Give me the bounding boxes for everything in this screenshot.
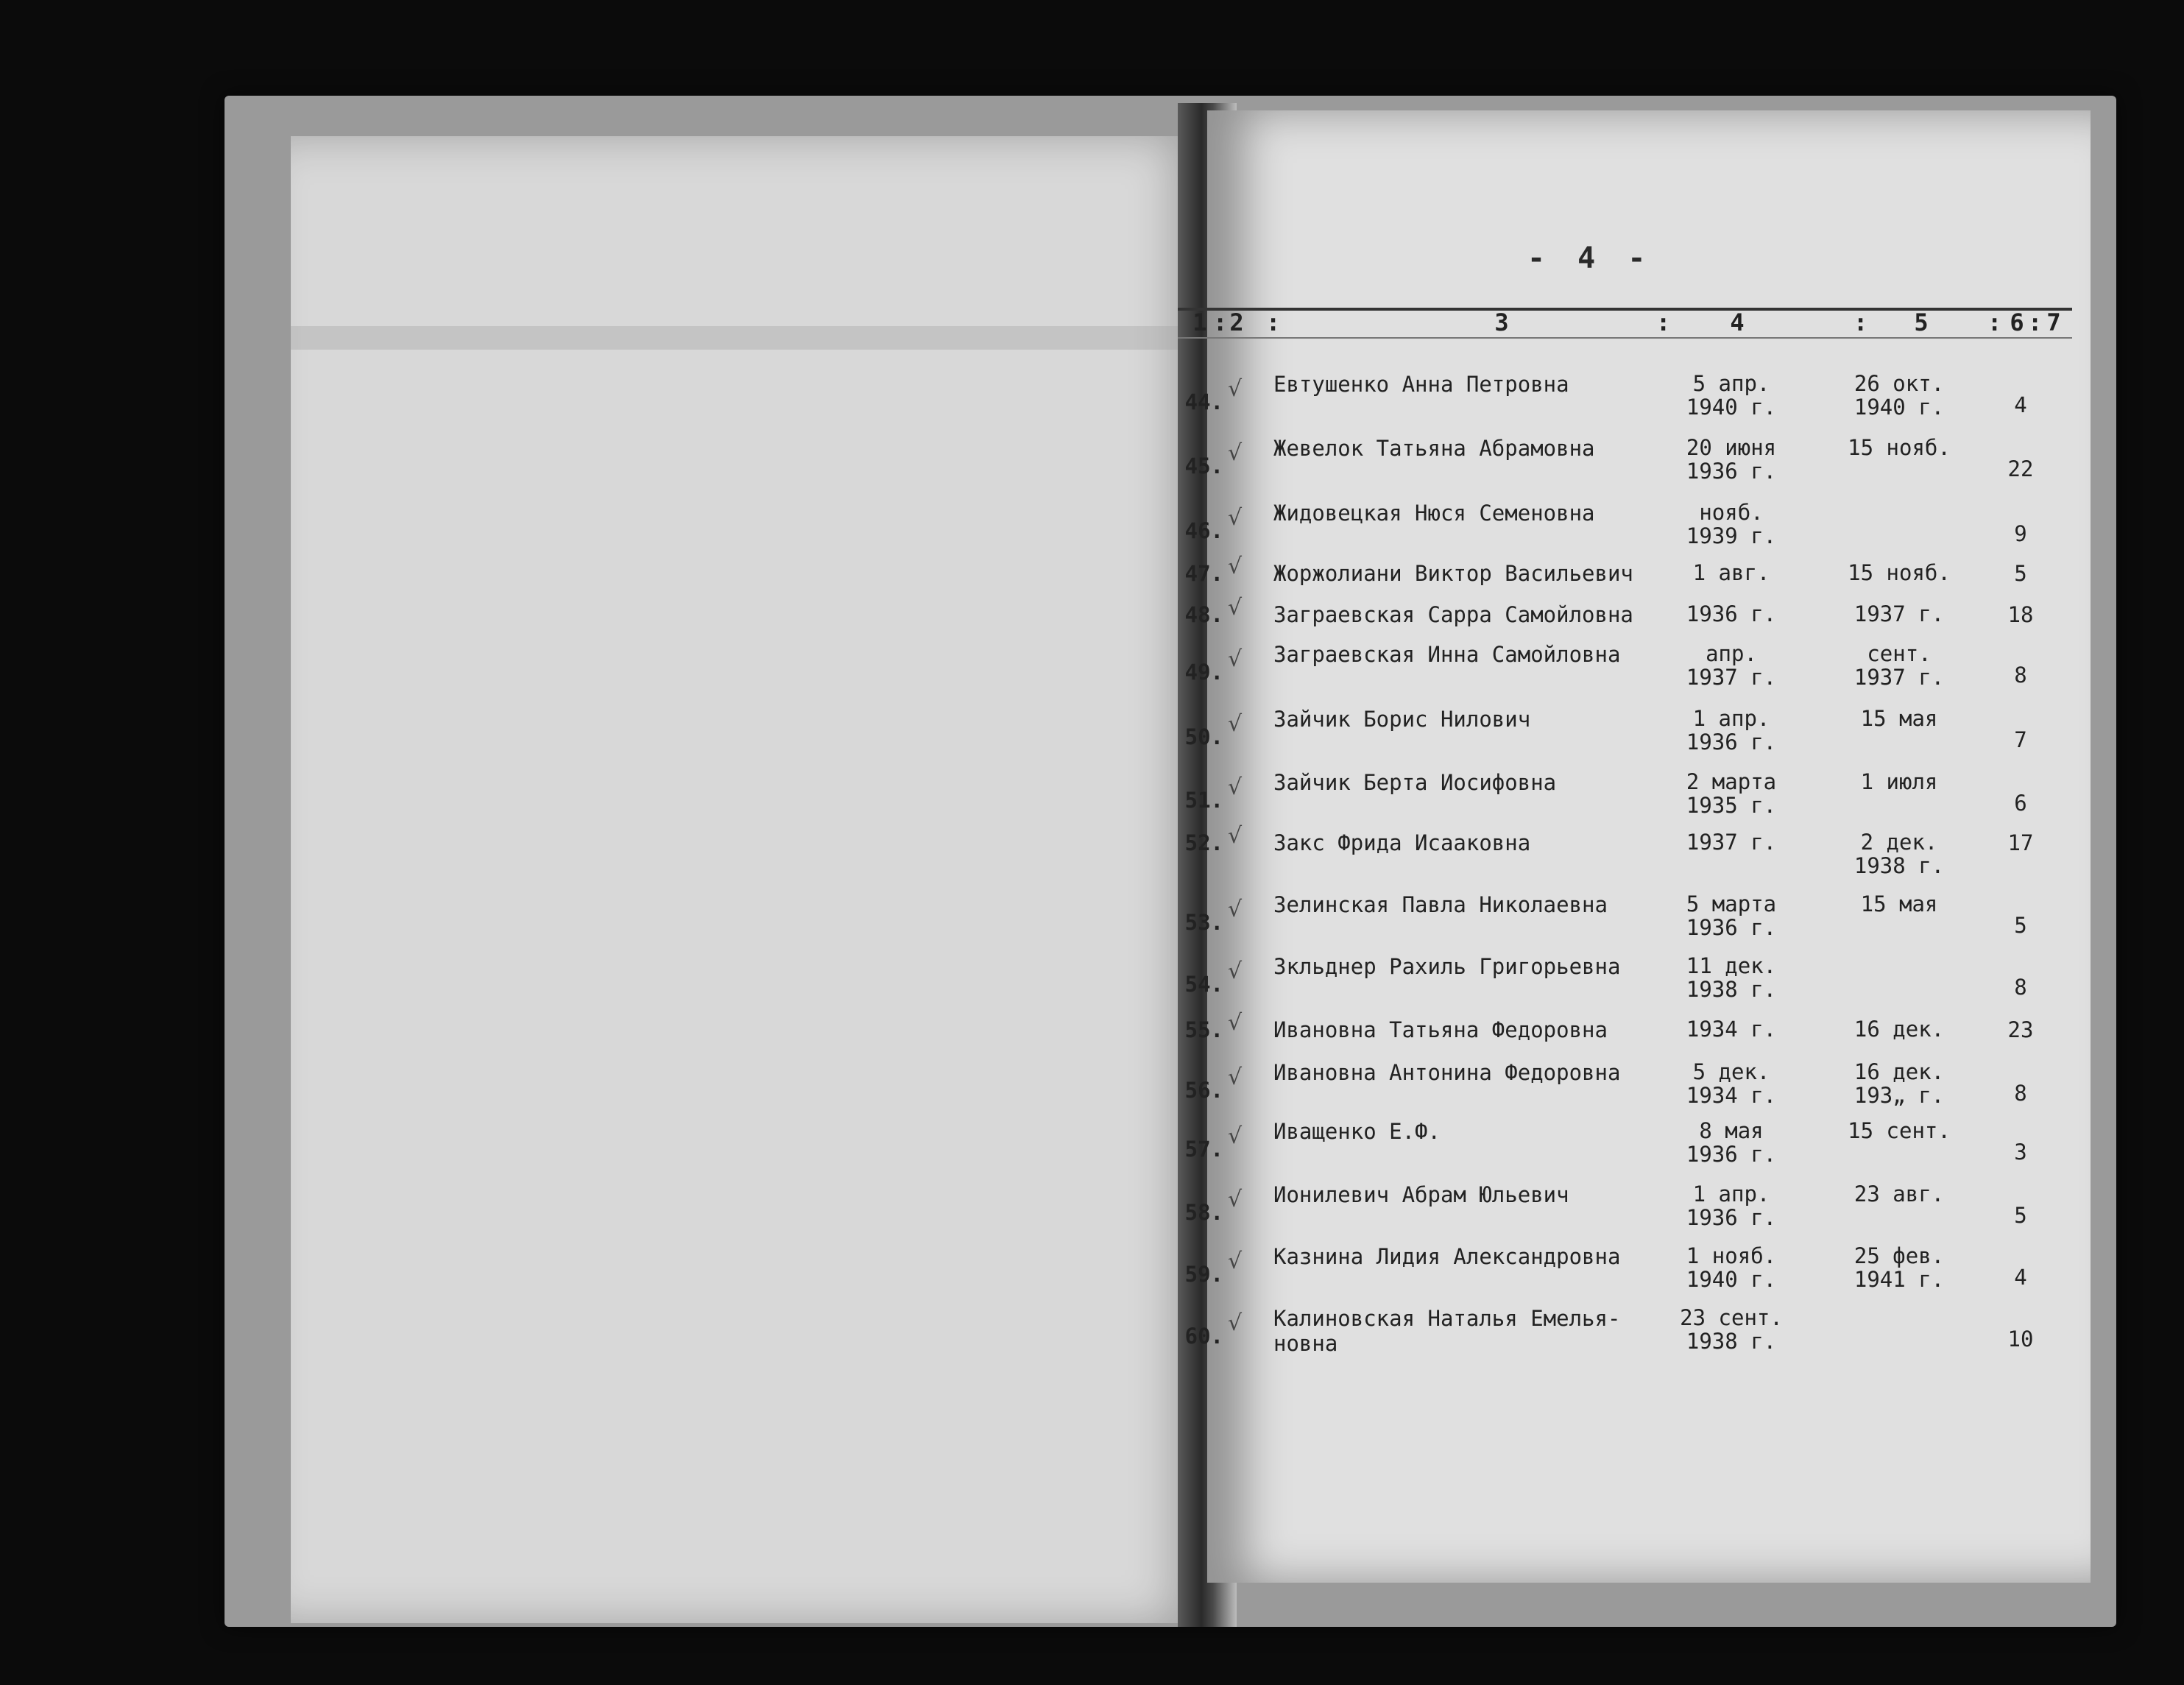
column-6-value: 23 xyxy=(2007,1017,2034,1042)
start-date-line: 5 дек. xyxy=(1692,1059,1770,1084)
person-name: Ионилевич Абрам Юльевич xyxy=(1273,1182,1569,1207)
end-date-line: 15 сент. xyxy=(1848,1118,1951,1143)
column-6-value: 5 xyxy=(2014,913,2027,938)
start-date-line: 1935 г. xyxy=(1686,793,1777,818)
column-header-2: 2 xyxy=(1229,308,1244,336)
check-mark-icon: √ xyxy=(1228,1123,1243,1149)
end-date-line: 1937 г. xyxy=(1853,665,1945,690)
start-date xyxy=(1665,1119,1798,1166)
row-number: 59. xyxy=(1184,1262,1223,1287)
column-6-value: 8 xyxy=(2014,1081,2027,1106)
person-name xyxy=(1273,1306,1656,1356)
check-mark-icon: √ xyxy=(1228,958,1243,984)
start-date xyxy=(1665,707,1798,754)
column-6-value: 18 xyxy=(2007,602,2034,627)
column-header-4: 4 xyxy=(1730,308,1745,336)
column-header-5: 5 xyxy=(1914,308,1929,336)
start-date-line: 1940 г. xyxy=(1686,395,1777,420)
row-number: 58. xyxy=(1184,1200,1223,1225)
person-name-line: Калиновская Наталья Емелья- xyxy=(1273,1306,1621,1331)
check-mark-icon: √ xyxy=(1228,711,1243,737)
check-mark-icon: √ xyxy=(1228,505,1243,531)
row-number: 60. xyxy=(1184,1324,1223,1349)
row-number: 57. xyxy=(1184,1137,1223,1162)
end-date xyxy=(1826,830,1973,877)
column-6-value: 9 xyxy=(2014,521,2027,546)
row-number: 48. xyxy=(1184,602,1223,627)
start-date-line: 5 апр. xyxy=(1692,371,1770,396)
column-separator: : xyxy=(1213,308,1228,336)
end-date xyxy=(1826,1119,1973,1142)
start-date xyxy=(1665,770,1798,817)
check-mark-icon: √ xyxy=(1228,1187,1243,1212)
end-date xyxy=(1826,372,1973,419)
check-mark-icon: √ xyxy=(1228,646,1243,672)
start-date-line: 1940 г. xyxy=(1686,1267,1777,1292)
row-number: 52. xyxy=(1184,830,1223,855)
column-header-6: 6 xyxy=(2010,308,2024,336)
row-number: 53. xyxy=(1184,910,1223,935)
end-date-line: 1941 г. xyxy=(1853,1267,1945,1292)
row-number: 55. xyxy=(1184,1017,1223,1042)
start-date xyxy=(1665,1306,1798,1353)
start-date xyxy=(1665,501,1798,548)
person-name: Заграевская Сарра Самойловна xyxy=(1273,602,1633,627)
end-date xyxy=(1826,707,1973,730)
end-date-line: 16 дек. xyxy=(1853,1059,1945,1084)
start-date-line: 1 нояб. xyxy=(1686,1243,1777,1268)
start-date xyxy=(1665,954,1798,1001)
column-6-value: 8 xyxy=(2014,663,2027,688)
start-date-line: 1936 г. xyxy=(1686,1142,1777,1167)
page-number: - 4 - xyxy=(1527,241,1653,275)
end-date-line: 2 дек. xyxy=(1860,830,1938,855)
column-separator: : xyxy=(2028,308,2043,336)
end-date xyxy=(1826,1244,1973,1291)
start-date-line: 1939 г. xyxy=(1686,523,1777,548)
start-date-line: 11 дек. xyxy=(1686,953,1777,978)
check-mark-icon: √ xyxy=(1228,1064,1243,1090)
start-date xyxy=(1665,372,1798,419)
person-name: Иващенко Е.Ф. xyxy=(1273,1119,1441,1144)
start-date-line: 1937 г. xyxy=(1686,665,1777,690)
start-date xyxy=(1665,1182,1798,1229)
start-date-line: 1934 г. xyxy=(1686,1083,1777,1108)
end-date-line: 15 мая xyxy=(1860,891,1938,916)
start-date-line: 1936 г. xyxy=(1686,915,1777,940)
person-name: Зкльднер Рахиль Григорьевна xyxy=(1273,954,1621,979)
check-mark-icon: √ xyxy=(1228,774,1243,800)
start-date xyxy=(1665,1060,1798,1107)
column-6-value: 6 xyxy=(2014,791,2027,816)
row-number: 49. xyxy=(1184,660,1223,685)
end-date-line: 15 нояб. xyxy=(1848,560,1951,585)
end-date-line: 1 июля xyxy=(1860,769,1938,794)
start-date xyxy=(1665,561,1798,584)
end-date xyxy=(1826,770,1973,794)
column-separator: : xyxy=(1853,308,1868,336)
check-mark-icon: √ xyxy=(1228,376,1243,402)
start-date-line: 2 марта xyxy=(1686,769,1777,794)
start-date xyxy=(1665,642,1798,689)
end-date-line: 15 нояб. xyxy=(1848,435,1951,460)
start-date-line: 23 сент. xyxy=(1680,1305,1783,1330)
row-number: 47. xyxy=(1184,561,1223,586)
start-date-line: 1938 г. xyxy=(1686,977,1777,1002)
column-header-7: 7 xyxy=(2046,308,2061,336)
start-date-line: 8 мая xyxy=(1699,1118,1764,1143)
column-separator: : xyxy=(1656,308,1671,336)
start-date-line: 1938 г. xyxy=(1686,1329,1777,1354)
end-date-line: 23 авг. xyxy=(1853,1181,1945,1207)
start-date-line: 1936 г. xyxy=(1686,1205,1777,1230)
start-date-line: 1936 г. xyxy=(1686,730,1777,755)
start-date-line: 1 апр. xyxy=(1692,706,1770,731)
column-header-1: 1 xyxy=(1192,308,1207,336)
end-date-line: сент. xyxy=(1867,641,1932,666)
column-6-value: 17 xyxy=(2007,830,2034,855)
start-date xyxy=(1665,436,1798,483)
end-date xyxy=(1826,892,1973,916)
end-date xyxy=(1826,1060,1973,1107)
check-mark-icon: √ xyxy=(1228,897,1243,922)
check-mark-icon: √ xyxy=(1228,1248,1243,1274)
end-date-line: 1938 г. xyxy=(1853,853,1945,878)
column-6-value: 8 xyxy=(2014,975,2027,1000)
end-date xyxy=(1826,642,1973,689)
row-number: 50. xyxy=(1184,724,1223,749)
start-date xyxy=(1665,830,1798,854)
column-6-value: 4 xyxy=(2014,1265,2027,1290)
person-name: Казнина Лидия Александровна xyxy=(1273,1244,1621,1269)
column-separator: : xyxy=(1987,308,2002,336)
end-date-line: 26 окт. xyxy=(1853,371,1945,396)
row-number: 45. xyxy=(1184,453,1223,478)
start-date xyxy=(1665,1244,1798,1291)
start-date xyxy=(1665,602,1798,626)
check-mark-icon: √ xyxy=(1228,554,1243,579)
start-date-line: 5 марта xyxy=(1686,891,1777,916)
column-6-value: 5 xyxy=(2014,1203,2027,1228)
start-date-line: 1 апр. xyxy=(1692,1181,1770,1207)
column-6-value: 3 xyxy=(2014,1140,2027,1165)
person-name: Евтушенко Анна Петровна xyxy=(1273,372,1569,397)
start-date-line: 20 июня xyxy=(1686,435,1777,460)
row-number: 51. xyxy=(1184,788,1223,813)
end-date-line: 1940 г. xyxy=(1853,395,1945,420)
start-date-line: 1936 г. xyxy=(1686,601,1777,626)
person-name: Жидовецкая Нюся Семеновна xyxy=(1273,501,1595,526)
person-name-line: новна xyxy=(1273,1331,1338,1356)
check-mark-icon: √ xyxy=(1228,823,1243,849)
column-header-3: 3 xyxy=(1494,308,1509,336)
start-date-line: 1934 г. xyxy=(1686,1017,1777,1042)
end-date-line: 16 дек. xyxy=(1853,1017,1945,1042)
person-name: Ивановна Антонина Федоровна xyxy=(1273,1060,1621,1085)
check-mark-icon: √ xyxy=(1228,595,1243,621)
end-date-line: 193„ г. xyxy=(1853,1083,1945,1108)
start-date-line: 1 авг. xyxy=(1692,560,1770,585)
column-separator: : xyxy=(1266,308,1281,336)
end-date xyxy=(1826,436,1973,459)
end-date-line: 15 мая xyxy=(1860,706,1938,731)
table-header-bottom-rule xyxy=(1178,337,2072,339)
column-6-value: 22 xyxy=(2007,456,2034,481)
person-name: Зайчик Борис Нилович xyxy=(1273,707,1531,732)
start-date xyxy=(1665,892,1798,939)
person-name: Ивановна Татьяна Федоровна xyxy=(1273,1017,1608,1042)
start-date xyxy=(1665,1017,1798,1041)
person-name: Зелинская Павла Николаевна xyxy=(1273,892,1608,917)
end-date xyxy=(1826,1017,1973,1041)
start-date-line: нояб. xyxy=(1699,500,1764,525)
left-page-blank xyxy=(291,136,1204,1623)
person-name: Закс Фрида Исааковна xyxy=(1273,830,1531,855)
row-number: 54. xyxy=(1184,972,1223,997)
person-name: Зайчик Берта Иосифовна xyxy=(1273,770,1557,795)
end-date xyxy=(1826,561,1973,584)
start-date-line: 1936 г. xyxy=(1686,459,1777,484)
column-6-value: 5 xyxy=(2014,561,2027,586)
check-mark-icon: √ xyxy=(1228,1010,1243,1036)
row-number: 56. xyxy=(1184,1078,1223,1103)
start-date-line: 1937 г. xyxy=(1686,830,1777,855)
start-date-line: апр. xyxy=(1706,641,1757,666)
column-6-value: 4 xyxy=(2014,392,2027,417)
end-date xyxy=(1826,1182,1973,1206)
person-name: Заграевская Инна Самойловна xyxy=(1273,642,1621,667)
person-name: Жоржолиани Виктор Васильевич xyxy=(1273,561,1633,586)
check-mark-icon: √ xyxy=(1228,440,1243,466)
end-date-line: 25 фев. xyxy=(1853,1243,1945,1268)
column-6-value: 10 xyxy=(2007,1327,2034,1352)
person-name: Жевелок Татьяна Абрамовна xyxy=(1273,436,1595,461)
end-date xyxy=(1826,602,1973,626)
check-mark-icon: √ xyxy=(1228,1310,1243,1336)
end-date-line: 1937 г. xyxy=(1853,601,1945,626)
row-number: 44. xyxy=(1184,389,1223,414)
row-number: 46. xyxy=(1184,518,1223,543)
column-6-value: 7 xyxy=(2014,727,2027,752)
